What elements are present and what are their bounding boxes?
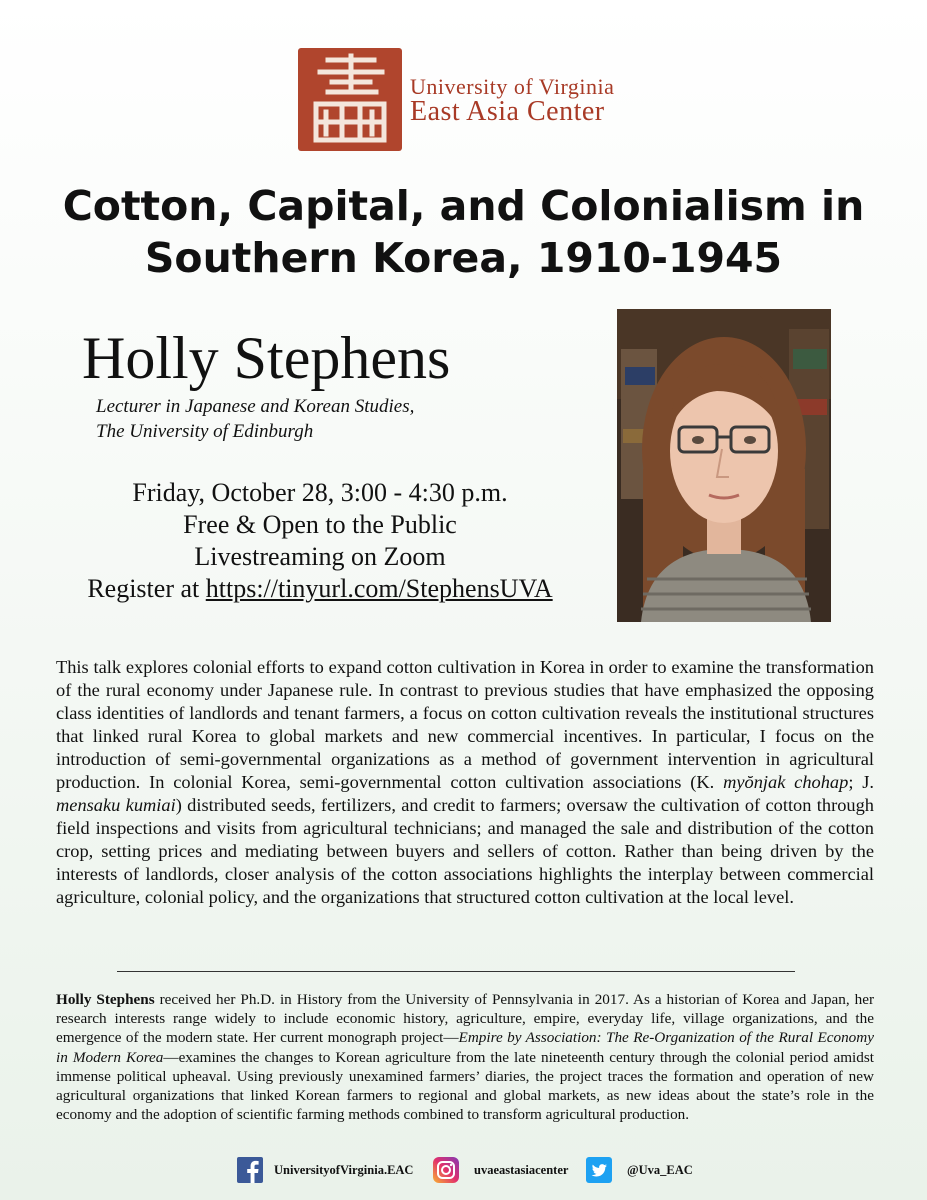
abstract-text-1: This talk explores colonial efforts to expand cotton cultivation in Korea in order to examine the transformation of the rural economy under Japanese rule. In contrast to previous studies that have emphasized the opposing class identities of landlords and tenant farmers, a focus on cotton cultivation reveals the institutional structures that linked rural Korea to global markets and new commercial incentives. In particular, I focus on the introduction of semi-governmental organizations as a method of government intervention in agricultural production. In colonial Korea, semi-governmental cotton cultivation associations (K. xyxy=(56,657,874,792)
event-title-line1: Cotton, Capital, and Colonialism in xyxy=(62,182,865,230)
speaker-affiliation-line1: Lecturer in Japanese and Korean Studies, xyxy=(96,396,415,417)
bio-text-2: —examines the changes to Korean agriculture from the late nineteenth century through the colonial period amidst immense political upheaval. Using previously unexamined farmers’ diaries, the project traces the formation and operation of new agricultural organizations that linked Korean farmers to regional and global markets, as new ideas about the state’s role in the economy and the adoption of scientific farming methods combined to transform agricultural production. xyxy=(56,1048,874,1124)
register-link[interactable]: https://tinyurl.com/StephensUVA xyxy=(205,574,553,603)
bio-name: Holly Stephens xyxy=(56,991,155,1008)
event-registration xyxy=(40,573,600,605)
abstract-term-japanese: mensaku kumiai xyxy=(56,795,176,815)
bio-text-1: received her Ph.D. in History from the University of Pennsylvania in 2017. As a historian of Korea and Japan, her research interests range widely to include economic history, agriculture, empire, everyday life, village organizations, and the emergence of the modern state. Her current monograph project— xyxy=(56,991,874,1047)
section-divider xyxy=(117,971,795,972)
event-admission: Free & Open to the Public xyxy=(183,510,457,539)
twitter-handle[interactable]: @Uva_EAC xyxy=(627,1163,693,1177)
org-name-line1: University of Virginia xyxy=(410,74,615,99)
abstract-text-3: ) distributed seeds, fertilizers, and credit to farmers; oversaw the cultivation of cotton through field inspections and visits from agricultural technicians; and managed the sale and distribution of the cotton crop, setting prices and mediating between buyers and sellers of cotton. Rather than being driven by the interests of landlords, closer analysis of the cotton associations highlights the interplay between commercial agriculture, colonial policy, and the organizations that structured cotton cultivation at the local level. xyxy=(56,795,874,907)
speaker-photo xyxy=(617,309,831,622)
event-title-line2: Southern Korea, 1910-1945 xyxy=(144,234,783,282)
event-details xyxy=(40,477,600,605)
event-abstract xyxy=(56,656,874,909)
facebook-handle[interactable]: UniversityofVirginia.EAC xyxy=(274,1163,414,1177)
event-title xyxy=(0,180,927,284)
bio-book-title: Empire by Association: The Re-Organization of the Rural Economy in Modern Korea xyxy=(56,1029,874,1066)
speaker-name: Holly Stephens xyxy=(82,325,451,391)
register-prefix: Register at xyxy=(87,574,206,603)
speaker-affiliation-line2: The University of Edinburgh xyxy=(96,421,314,442)
event-date-time: Friday, October 28, 3:00 - 4:30 p.m. xyxy=(132,478,508,507)
east-asia-center-seal-icon xyxy=(298,48,402,151)
org-name-line2: East Asia Center xyxy=(410,96,605,127)
event-stream: Livestreaming on Zoom xyxy=(194,542,446,571)
abstract-text-2: ; J. xyxy=(848,772,874,792)
facebook-icon[interactable] xyxy=(237,1157,263,1183)
abstract-term-korean: myŏnjak chohap xyxy=(723,772,849,792)
speaker-bio xyxy=(56,990,874,1124)
instagram-handle[interactable]: uvaeastasiacenter xyxy=(474,1163,569,1177)
twitter-icon[interactable] xyxy=(586,1157,612,1183)
instagram-icon[interactable] xyxy=(433,1157,459,1183)
